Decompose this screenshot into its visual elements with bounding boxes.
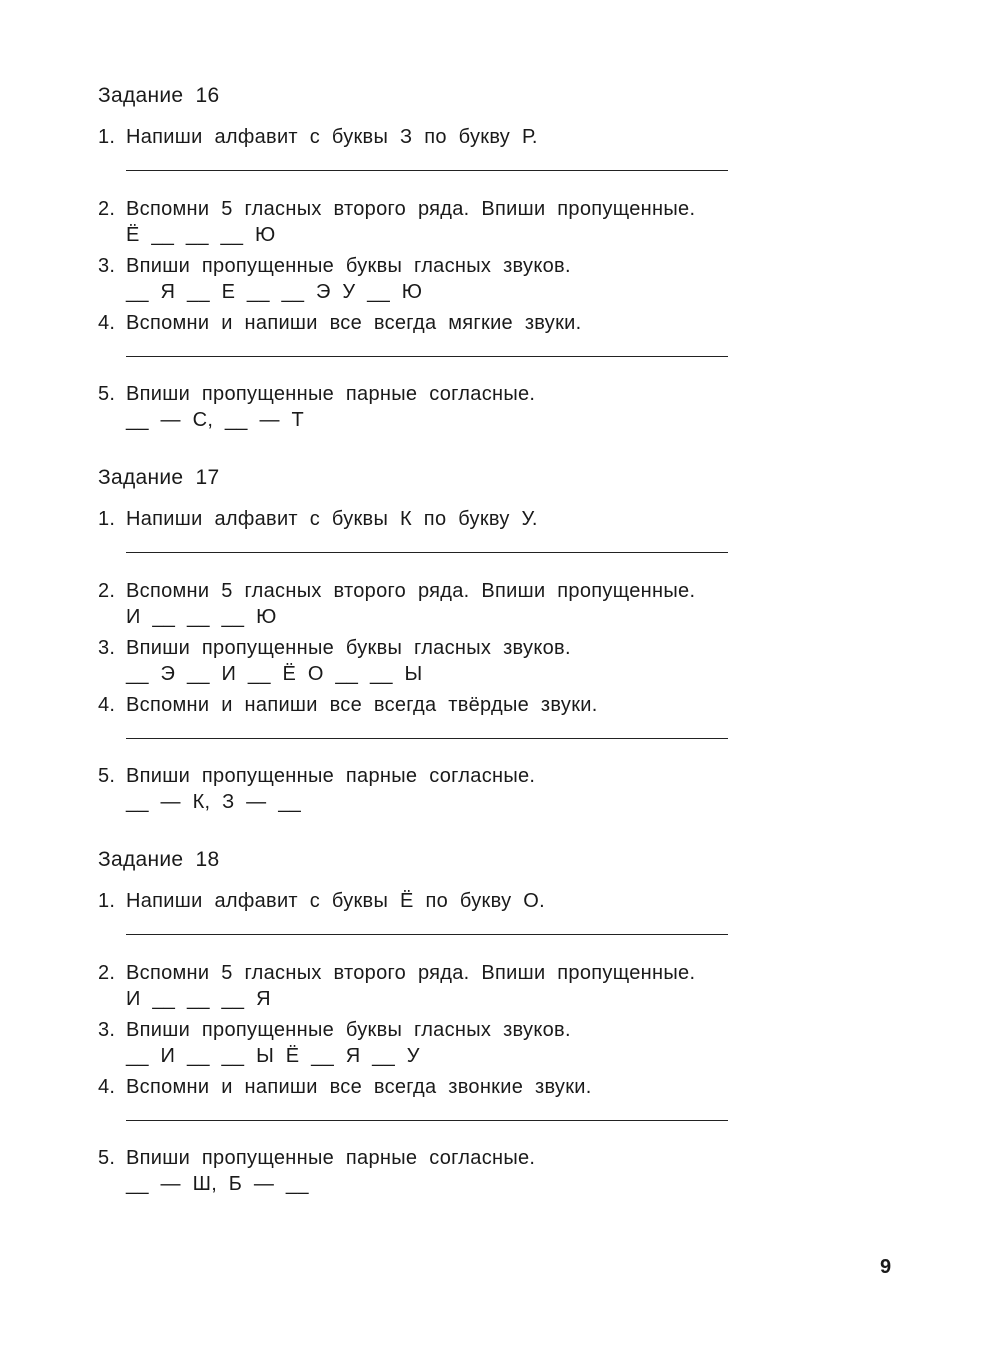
task-text: Впиши пропущенные буквы гласных звуков.: [126, 1019, 571, 1041]
task-text: Вспомни 5 гласных второго ряда. Впиши пропущенные.: [126, 198, 696, 220]
answer-line: [126, 170, 728, 171]
page-number: 9: [880, 1256, 892, 1278]
task-2: [98, 196, 748, 248]
task-1: [98, 124, 748, 171]
task-number: 4.: [98, 1076, 116, 1098]
task-5: [98, 381, 748, 433]
task-number: 3.: [98, 637, 116, 659]
task-3: [98, 1017, 748, 1069]
task-number: 2.: [98, 198, 116, 220]
task-2: [98, 960, 748, 1012]
task-1: [98, 506, 748, 553]
task-fill-in: И __ __ __ Я: [126, 988, 271, 1010]
task-text: Впиши пропущенные парные согласные.: [126, 1147, 536, 1169]
task-number: 4.: [98, 312, 116, 334]
task-number: 5.: [98, 383, 116, 405]
answer-line: [126, 1120, 728, 1121]
task-fill-in: __ Э __ И __ Ё О __ __ Ы: [126, 663, 423, 685]
task-1: [98, 888, 748, 935]
task-4: [98, 1074, 748, 1121]
task-fill-in: __ И __ __ Ы Ё __ Я __ У: [126, 1045, 420, 1067]
task-number: 1.: [98, 126, 116, 148]
task-text: Вспомни и напиши все всегда звонкие звуки.: [126, 1076, 592, 1098]
task-4: [98, 692, 748, 739]
task-text: Вспомни 5 гласных второго ряда. Впиши пропущенные.: [126, 580, 696, 602]
task-number: 4.: [98, 694, 116, 716]
task-number: 5.: [98, 1147, 116, 1169]
task-fill-in: __ Я __ Е __ __ Э У __ Ю: [126, 281, 423, 303]
task-4: [98, 310, 748, 357]
task-3: [98, 253, 748, 305]
task-text: Впиши пропущенные буквы гласных звуков.: [126, 637, 571, 659]
task-text: Напиши алфавит с буквы Ё по букву О.: [126, 890, 545, 912]
task-2: [98, 578, 748, 630]
task-text: Впиши пропущенные парные согласные.: [126, 383, 536, 405]
task-fill-in: __ — С, __ — Т: [126, 409, 304, 431]
task-3: [98, 635, 748, 687]
task-fill-in: __ — К, З — __: [126, 791, 302, 813]
task-fill-in: Ё __ __ __ Ю: [126, 224, 276, 246]
task-number: 1.: [98, 508, 116, 530]
task-text: Вспомни 5 гласных второго ряда. Впиши пропущенные.: [126, 962, 696, 984]
answer-line: [126, 552, 728, 553]
task-text: Напиши алфавит с буквы З по букву Р.: [126, 126, 538, 148]
task-text: Вспомни и напиши все всегда твёрдые звуки.: [126, 694, 598, 716]
task-number: 2.: [98, 580, 116, 602]
section-title: Задание 17: [98, 466, 220, 489]
task-number: 3.: [98, 1019, 116, 1041]
section-title: Задание 16: [98, 84, 220, 107]
task-fill-in: __ — Ш, Б — __: [126, 1173, 309, 1195]
task-fill-in: И __ __ __ Ю: [126, 606, 277, 628]
task-text: Впиши пропущенные буквы гласных звуков.: [126, 255, 571, 277]
answer-line: [126, 356, 728, 357]
section-title: Задание 18: [98, 848, 220, 871]
task-text: Вспомни и напиши все всегда мягкие звуки.: [126, 312, 582, 334]
answer-line: [126, 738, 728, 739]
answer-line: [126, 934, 728, 935]
task-number: 1.: [98, 890, 116, 912]
task-5: [98, 763, 748, 815]
task-5: [98, 1145, 748, 1197]
task-number: 3.: [98, 255, 116, 277]
task-number: 5.: [98, 765, 116, 787]
task-text: Впиши пропущенные парные согласные.: [126, 765, 536, 787]
task-number: 2.: [98, 962, 116, 984]
task-text: Напиши алфавит с буквы К по букву У.: [126, 508, 538, 530]
